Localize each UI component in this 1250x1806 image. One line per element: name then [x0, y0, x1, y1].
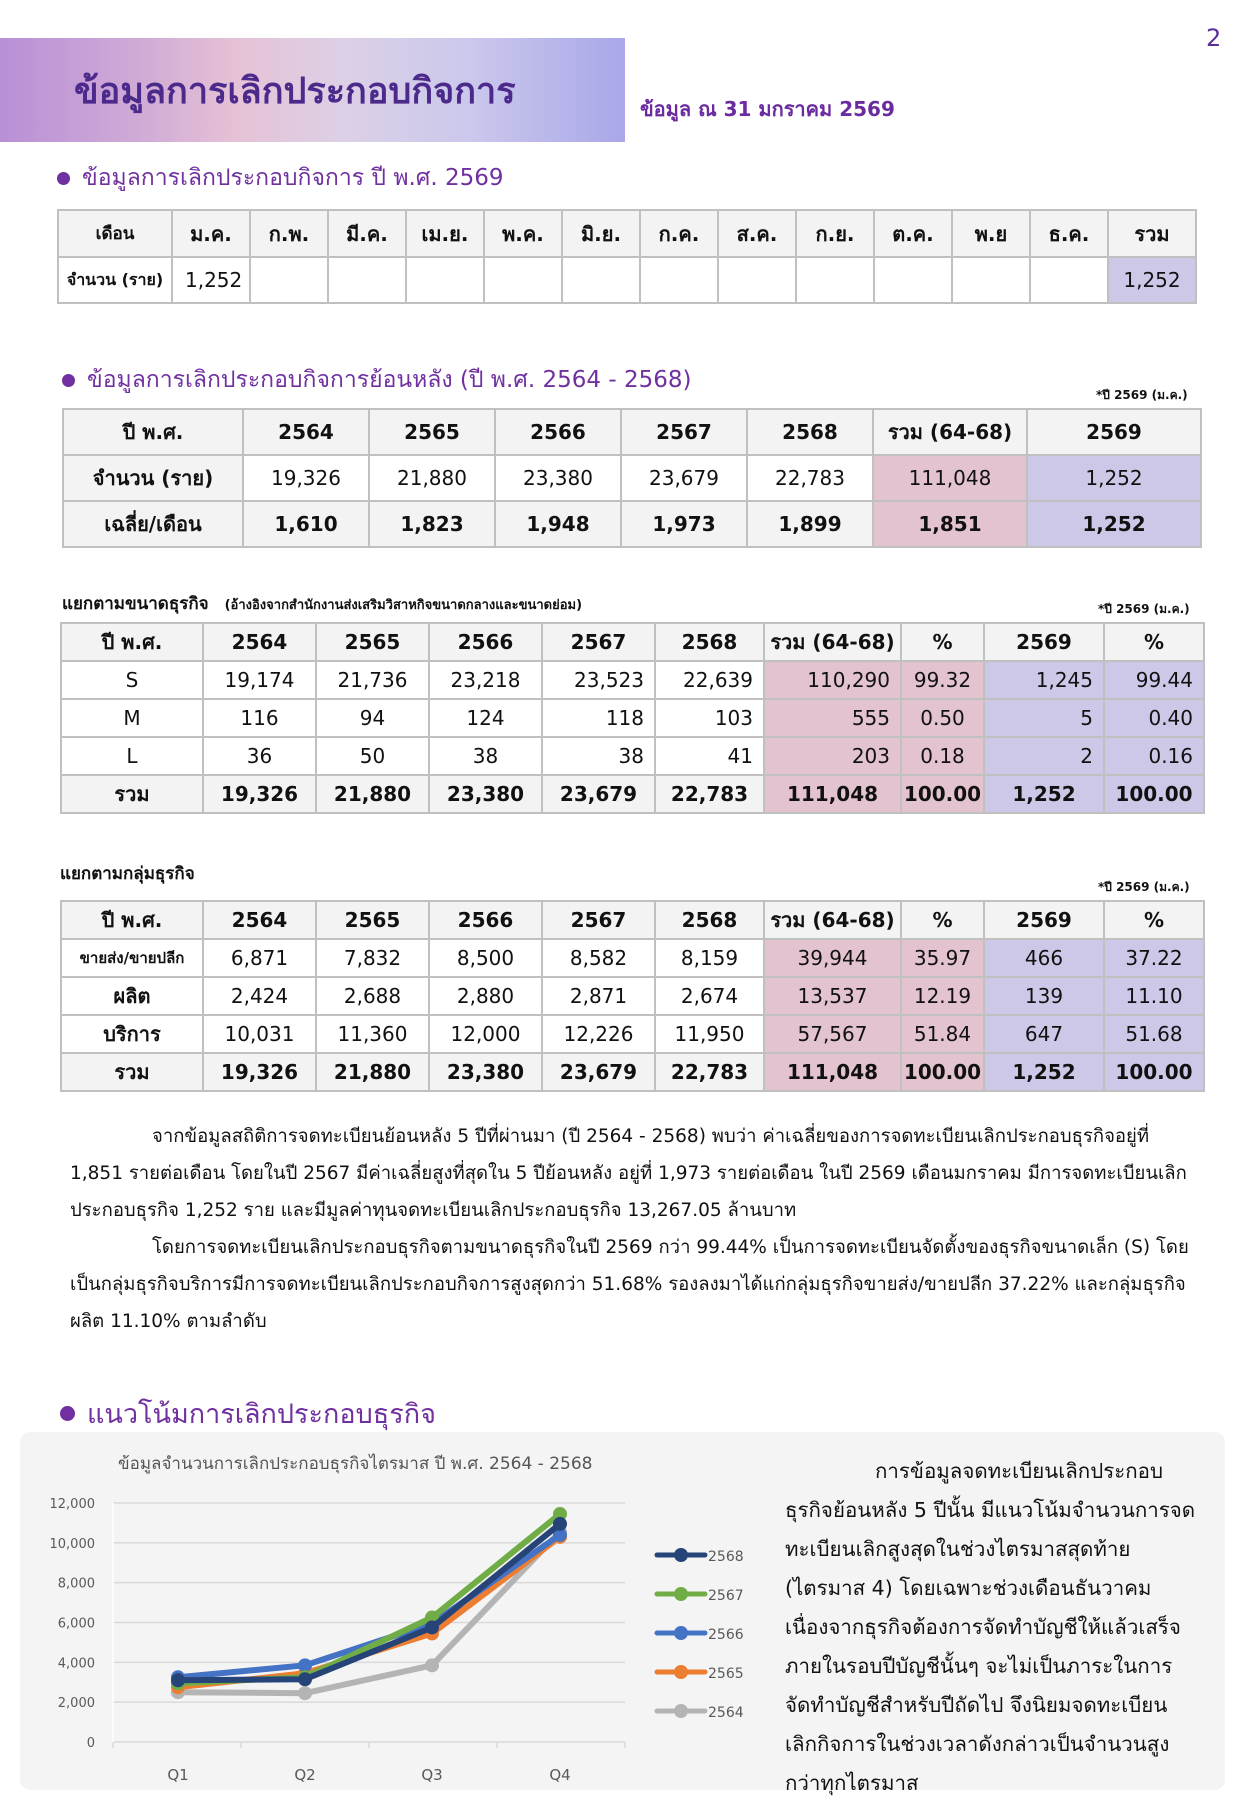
- history-total-cell: 111,048: [873, 455, 1027, 501]
- by_group-cell: 23,380: [429, 1053, 542, 1091]
- month-value-12: [1030, 257, 1108, 303]
- by_group-cell: 8,159: [655, 939, 764, 977]
- page-number: 2: [1206, 24, 1222, 52]
- month-header-6: มิ.ย.: [562, 210, 640, 257]
- month-value-7: [640, 257, 718, 303]
- legend-label-2567: 2567: [708, 1588, 744, 1604]
- by_group-total-cell: 13,537: [764, 977, 901, 1015]
- by_size-total-cell: 203: [764, 737, 901, 775]
- monthly-section-heading: [57, 160, 504, 196]
- by_group-pct-cell: 51.84: [901, 1015, 984, 1053]
- by_group-col-header: รวม (64-68): [764, 901, 901, 939]
- by_size-col-header: 2565: [316, 623, 429, 661]
- by_size-cell: 21,880: [316, 775, 429, 813]
- legend-marker-2566: [674, 1626, 688, 1640]
- by_size-cell: 38: [542, 737, 655, 775]
- as-of-date: ข้อมูล ณ 31 มกราคม 2569: [640, 97, 895, 121]
- history-col-header: 2566: [495, 409, 621, 455]
- by_group-cell: 2,880: [429, 977, 542, 1015]
- legend-label-2566: 2566: [708, 1627, 744, 1643]
- by_group-cell: 2,688: [316, 977, 429, 1015]
- by_group-col-header: 2569: [984, 901, 1104, 939]
- by_group-row: [61, 1053, 1204, 1091]
- monthly-table: [57, 209, 1197, 304]
- monthly-data-row: [58, 257, 1196, 303]
- chart-title: ข้อมูลจำนวนการเลิกประกอบธุรกิจไตรมาส ปี พ.ศ. 2564 - 2568: [118, 1454, 593, 1474]
- month-header-3: มี.ค.: [328, 210, 406, 257]
- by_size-col-header: 2569: [984, 623, 1104, 661]
- month-header-9: ก.ย.: [796, 210, 874, 257]
- legend-label-2565: 2565: [708, 1666, 744, 1682]
- history-col-header: รวม (64-68): [873, 409, 1027, 455]
- by_group-cell: 23,679: [542, 1053, 655, 1091]
- month-value-8: [718, 257, 796, 303]
- by_size-cell: 21,736: [316, 661, 429, 699]
- by_group-cell: 11,950: [655, 1015, 764, 1053]
- by_group-current-cell: 647: [984, 1015, 1104, 1053]
- by_size-row: [61, 775, 1204, 813]
- by_group-total-cell: 111,048: [764, 1053, 901, 1091]
- by_size-cell: 118: [542, 699, 655, 737]
- by_size-cell: 41: [655, 737, 764, 775]
- month-header-4: เม.ย.: [406, 210, 484, 257]
- bullet-icon: [62, 374, 75, 387]
- history-cell: 23,679: [621, 455, 747, 501]
- by_group-header-row: [61, 901, 1204, 939]
- by_size-total-cell: 555: [764, 699, 901, 737]
- month-header-12: ธ.ค.: [1030, 210, 1108, 257]
- by_group-total-cell: 39,944: [764, 939, 901, 977]
- y-tick-label: 8,000: [57, 1576, 95, 1592]
- history-header-row: [63, 409, 1201, 455]
- history-cell: 1,610: [243, 501, 369, 547]
- month-value-9: [796, 257, 874, 303]
- trend-description-text: การข้อมูลจดทะเบียนเลิกประกอบธุรกิจย้อนหลัง 5 ปีนั้น มีแนวโน้มจำนวนการจดทะเบียนเลิกสูงสุดในช่วงไตรมาสสุดท้าย (ไตรมาส 4) โดยเฉพาะช่วงเดือนธันวาคม เนื่องจากธุรกิจต้องการจัดทำบัญชีให้แล้วเสร็จภายในรอบปีบัญชีนั้นๆ จะไม่เป็นภาระในการจัดทำบัญชีสำหรับปีถัดไป จึงนิยมจดทะเบียนเลิกกิจการในช่วงเวลาดังกล่าวเป็นจำนวนสูงกว่าทุกไตรมาส: [785, 1459, 1196, 1795]
- by_group-cell: 22,783: [655, 1053, 764, 1091]
- legend-label-2564: 2564: [708, 1705, 744, 1721]
- series-line-2568: [178, 1524, 560, 1680]
- by_group-row-label: บริการ: [61, 1015, 203, 1053]
- month-header-1: ม.ค.: [172, 210, 250, 257]
- by_size-cell: 19,326: [203, 775, 316, 813]
- by_size-pct-cell: 0.18: [901, 737, 984, 775]
- history-col-header: 2565: [369, 409, 495, 455]
- by_group-row-label: ขายส่ง/ขายปลีก: [61, 939, 203, 977]
- series-line-2567: [178, 1514, 560, 1683]
- by_size-cell: 124: [429, 699, 542, 737]
- monthly-header-row: [58, 210, 1196, 257]
- by_size-cell: 50: [316, 737, 429, 775]
- month-value-3: [328, 257, 406, 303]
- y-tick-label: 6,000: [57, 1616, 95, 1632]
- history-col-header: 2569: [1027, 409, 1201, 455]
- month-value-5: [484, 257, 562, 303]
- summary-paragraph-1: จากข้อมูลสถิติการจดทะเบียนย้อนหลัง 5 ปีที่ผ่านมา (ปี 2564 - 2568) พบว่า ค่าเฉลี่ยของการจดทะเบียนเลิกประกอบธุรกิจอยู่ที่ 1,851 รายต่อเดือน โดยในปี 2567 มีค่าเฉลี่ยสูงที่สุดใน 5 ปีย้อนหลัง อยู่ที่ 1,973 รายต่อเดือน ในปี 2569 เดือนมกราคม มีการจดทะเบียนเลิกประกอบธุรกิจ 1,252 ราย และมีมูลค่าทุนจดทะเบียนเลิกประกอบธุรกิจ 13,267.05 ล้านบาท: [70, 1126, 1187, 1221]
- by_size-header-row: [61, 623, 1204, 661]
- month-header-8: ส.ค.: [718, 210, 796, 257]
- group-table: [60, 900, 1205, 1092]
- by_group-current-pct-cell: 37.22: [1104, 939, 1204, 977]
- by_size-pct-cell: 0.50: [901, 699, 984, 737]
- by_group-current-pct-cell: 11.10: [1104, 977, 1204, 1015]
- data-point-2566-Q2: [298, 1658, 312, 1672]
- history-cell: 23,380: [495, 455, 621, 501]
- trend-section-heading: [60, 1392, 436, 1435]
- month-header-11: พ.ย: [952, 210, 1030, 257]
- by_group-row: [61, 1015, 1204, 1053]
- by_size-current-cell: 1,252: [984, 775, 1104, 813]
- history-note: *ปี 2569 (ม.ค.): [1096, 388, 1188, 402]
- by_group-col-header: 2565: [316, 901, 429, 939]
- by_size-col-header: 2564: [203, 623, 316, 661]
- by_group-cell: 2,871: [542, 977, 655, 1015]
- by_size-current-cell: 1,245: [984, 661, 1104, 699]
- x-tick-label: Q2: [294, 1766, 316, 1784]
- by_group-cell: 12,226: [542, 1015, 655, 1053]
- by_group-current-pct-cell: 51.68: [1104, 1015, 1204, 1053]
- by_size-total-cell: 110,290: [764, 661, 901, 699]
- by_size-cell: 19,174: [203, 661, 316, 699]
- by_group-row-label: ผลิต: [61, 977, 203, 1015]
- data-point-2564-Q3: [425, 1658, 439, 1672]
- by_size-cell: 103: [655, 699, 764, 737]
- history-col-header: 2567: [621, 409, 747, 455]
- legend-marker-2565: [674, 1665, 688, 1679]
- history-cell: 22,783: [747, 455, 873, 501]
- trend-description: [785, 1452, 1197, 1803]
- history-row: [63, 455, 1201, 501]
- by_group-col-header: 2564: [203, 901, 316, 939]
- month-value-6: [562, 257, 640, 303]
- by_size-cell: 22,783: [655, 775, 764, 813]
- by_group-cell: 21,880: [316, 1053, 429, 1091]
- history-cell: 1,948: [495, 501, 621, 547]
- y-tick-label: 4,000: [57, 1656, 95, 1672]
- x-tick-label: Q4: [549, 1766, 571, 1784]
- by_size-cell: 23,380: [429, 775, 542, 813]
- legend-marker-2567: [674, 1587, 688, 1601]
- month-value-2: [250, 257, 328, 303]
- x-tick-label: Q3: [421, 1766, 443, 1784]
- by_group-col-header: 2567: [542, 901, 655, 939]
- by_size-cell: 38: [429, 737, 542, 775]
- by_size-row: [61, 661, 1204, 699]
- history-table: [62, 408, 1202, 548]
- by_size-row: [61, 737, 1204, 775]
- by_group-cell: 8,582: [542, 939, 655, 977]
- by_group-current-cell: 139: [984, 977, 1104, 1015]
- trend-heading-text: แนวโน้มการเลิกประกอบธุรกิจ: [87, 1399, 436, 1430]
- history-row: [63, 501, 1201, 547]
- by_group-col-header: %: [901, 901, 984, 939]
- month-header-label: เดือน: [58, 210, 172, 257]
- data-point-2568-Q4: [553, 1517, 567, 1531]
- month-header-2: ก.พ.: [250, 210, 328, 257]
- history-row-label: เฉลี่ย/เดือน: [63, 501, 243, 547]
- by_size-col-header: ปี พ.ศ.: [61, 623, 203, 661]
- by_group-col-header: 2566: [429, 901, 542, 939]
- bullet-icon: [57, 172, 70, 185]
- by_size-col-header: รวม (64-68): [764, 623, 901, 661]
- by_size-cell: 23,218: [429, 661, 542, 699]
- month-value-10: [874, 257, 952, 303]
- history-col-header: 2564: [243, 409, 369, 455]
- y-tick-label: 2,000: [57, 1696, 95, 1712]
- by_size-cell: 22,639: [655, 661, 764, 699]
- month-header-5: พ.ค.: [484, 210, 562, 257]
- history-cell: 1,823: [369, 501, 495, 547]
- by_size-pct-cell: 99.32: [901, 661, 984, 699]
- by_group-current-pct-cell: 100.00: [1104, 1053, 1204, 1091]
- by_group-row-label: รวม: [61, 1053, 203, 1091]
- by_group-row: [61, 939, 1204, 977]
- by_size-cell: 116: [203, 699, 316, 737]
- by_size-row: [61, 699, 1204, 737]
- y-tick-label: 10,000: [49, 1536, 95, 1552]
- size-note: *ปี 2569 (ม.ค.): [1098, 602, 1190, 616]
- history-current-cell: 1,252: [1027, 501, 1201, 547]
- y-tick-label: 12,000: [49, 1497, 95, 1512]
- history-total-cell: 1,851: [873, 501, 1027, 547]
- y-tick-label: 0: [86, 1736, 95, 1751]
- by_size-row-label: L: [61, 737, 203, 775]
- month-value-1: 1,252: [172, 257, 250, 303]
- by_group-pct-cell: 100.00: [901, 1053, 984, 1091]
- monthly-row-label: จำนวน (ราย): [58, 257, 172, 303]
- by_group-pct-cell: 12.19: [901, 977, 984, 1015]
- by_size-current-cell: 5: [984, 699, 1104, 737]
- by_group-cell: 12,000: [429, 1015, 542, 1053]
- monthly-total-value: 1,252: [1108, 257, 1196, 303]
- by_group-cell: 2,424: [203, 977, 316, 1015]
- history-heading-text: ข้อมูลการเลิกประกอบกิจการย้อนหลัง (ปี พ.ศ. 2564 - 2568): [87, 367, 692, 393]
- by_group-col-header: %: [1104, 901, 1204, 939]
- by_size-pct-cell: 100.00: [901, 775, 984, 813]
- by_group-cell: 2,674: [655, 977, 764, 1015]
- bullet-icon: [60, 1406, 75, 1421]
- group-heading: แยกตามกลุ่มธุรกิจ: [60, 864, 195, 884]
- summary-paragraph-2: โดยการจดทะเบียนเลิกประกอบธุรกิจตามขนาดธุรกิจในปี 2569 กว่า 99.44% เป็นการจดทะเบียนจัดตั้งของธุรกิจขนาดเล็ก (S) โดยเป็นกลุ่มธุรกิจบริการมีการจดทะเบียนเลิกประกอบกิจการสูงสุดกว่า 51.68% รองลงมาได้แก่กลุ่มธุรกิจขายส่ง/ขายปลีก 37.22% และกลุ่มธุรกิจผลิต 11.10% ตามลำดับ: [70, 1237, 1189, 1332]
- legend-label-2568: 2568: [708, 1549, 744, 1565]
- x-tick-label: Q1: [167, 1766, 189, 1784]
- by_group-cell: 8,500: [429, 939, 542, 977]
- history-col-header: 2568: [747, 409, 873, 455]
- trend-line-chart: [0, 1480, 780, 1790]
- by_group-col-header: 2568: [655, 901, 764, 939]
- size-table: [60, 622, 1205, 814]
- legend-marker-2568: [674, 1548, 688, 1562]
- summary-text: [70, 1118, 1190, 1340]
- by_size-col-header: 2566: [429, 623, 542, 661]
- by_size-current-pct-cell: 0.40: [1104, 699, 1204, 737]
- by_size-col-header: 2567: [542, 623, 655, 661]
- data-point-2568-Q3: [425, 1620, 439, 1634]
- history-cell: 1,973: [621, 501, 747, 547]
- by_size-total-cell: 111,048: [764, 775, 901, 813]
- monthly-total-header: รวม: [1108, 210, 1196, 257]
- by_size-col-header: 2568: [655, 623, 764, 661]
- by_size-row-label: รวม: [61, 775, 203, 813]
- history-cell: 1,899: [747, 501, 873, 547]
- by_group-row: [61, 977, 1204, 1015]
- by_group-col-header: ปี พ.ศ.: [61, 901, 203, 939]
- month-header-7: ก.ค.: [640, 210, 718, 257]
- by_size-cell: 36: [203, 737, 316, 775]
- by_size-cell: 23,523: [542, 661, 655, 699]
- by_group-cell: 6,871: [203, 939, 316, 977]
- month-value-4: [406, 257, 484, 303]
- history-current-cell: 1,252: [1027, 455, 1201, 501]
- by_group-cell: 19,326: [203, 1053, 316, 1091]
- month-value-11: [952, 257, 1030, 303]
- size-heading-text: แยกตามขนาดธุรกิจ: [62, 594, 209, 614]
- group-note: *ปี 2569 (ม.ค.): [1098, 880, 1190, 894]
- monthly-heading-text: ข้อมูลการเลิกประกอบกิจการ ปี พ.ศ. 2569: [82, 165, 504, 191]
- history-cell: 19,326: [243, 455, 369, 501]
- legend-marker-2564: [674, 1704, 688, 1718]
- by_size-row-label: S: [61, 661, 203, 699]
- by_size-row-label: M: [61, 699, 203, 737]
- month-header-10: ต.ค.: [874, 210, 952, 257]
- by_group-cell: 11,360: [316, 1015, 429, 1053]
- history-col-header: ปี พ.ศ.: [63, 409, 243, 455]
- by_group-total-cell: 57,567: [764, 1015, 901, 1053]
- by_size-col-header: %: [1104, 623, 1204, 661]
- page-title: ข้อมูลการเลิกประกอบกิจการ: [74, 71, 516, 112]
- by_group-pct-cell: 35.97: [901, 939, 984, 977]
- by_size-cell: 23,679: [542, 775, 655, 813]
- data-point-2568-Q1: [171, 1673, 185, 1687]
- by_size-current-pct-cell: 0.16: [1104, 737, 1204, 775]
- history-cell: 21,880: [369, 455, 495, 501]
- by_size-current-pct-cell: 99.44: [1104, 661, 1204, 699]
- history-section-heading: [62, 362, 691, 398]
- data-point-2564-Q2: [298, 1686, 312, 1700]
- data-point-2568-Q2: [298, 1672, 312, 1686]
- by_group-current-cell: 1,252: [984, 1053, 1104, 1091]
- by_size-current-cell: 2: [984, 737, 1104, 775]
- by_size-cell: 94: [316, 699, 429, 737]
- size-heading: [62, 590, 582, 617]
- history-row-label: จำนวน (ราย): [63, 455, 243, 501]
- size-source: (อ้างอิงจากสำนักงานส่งเสริมวิสาหกิจขนาดกลางและขนาดย่อม): [224, 598, 583, 613]
- by_size-current-pct-cell: 100.00: [1104, 775, 1204, 813]
- by_size-col-header: %: [901, 623, 984, 661]
- by_group-cell: 10,031: [203, 1015, 316, 1053]
- by_group-cell: 7,832: [316, 939, 429, 977]
- by_group-current-cell: 466: [984, 939, 1104, 977]
